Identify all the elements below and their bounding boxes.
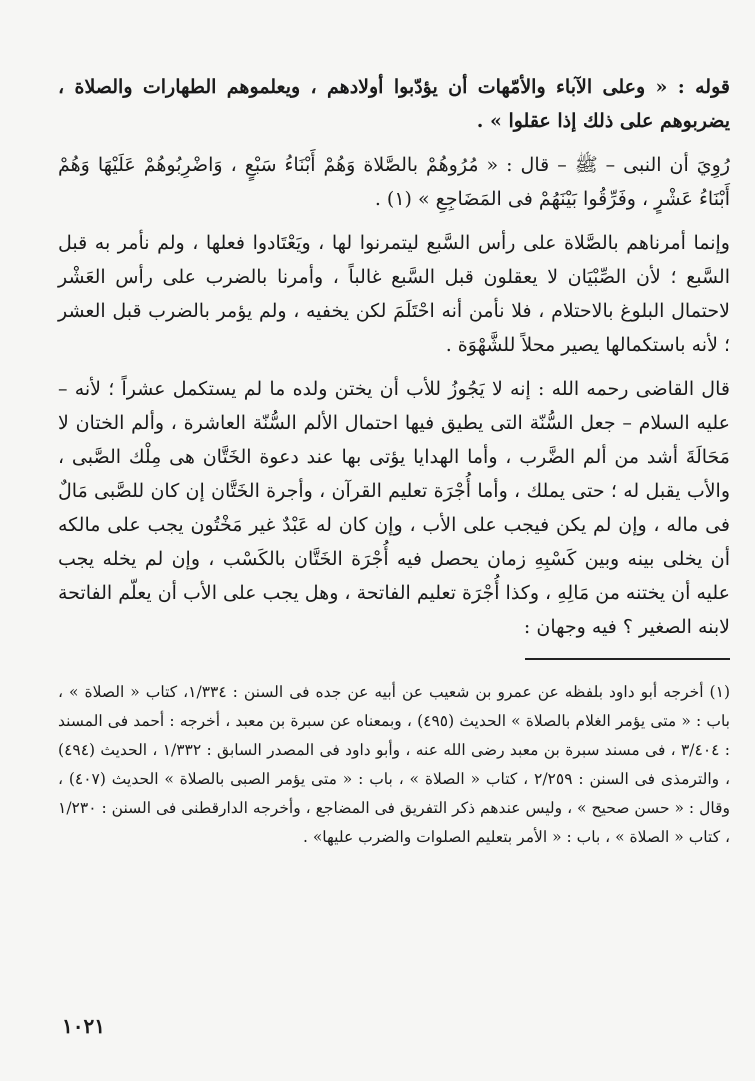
page-number: ١٠٢١ <box>62 1014 105 1038</box>
page-content <box>58 70 730 1050</box>
footnote-divider <box>525 658 730 660</box>
footnote: (١) أخرجه أبو داود بلفظه عن عمرو بن شعيب عن أبيه عن جده فى السنن : ١/٣٣٤، كتاب « الصلاة » ، باب : « متى يؤمر الغلام بالصلاة » الحديث (٤٩٥) ، وبمعناه عن سبرة بن معبد ، أخرجه : أحمد فى المسند : ٣/٤٠٤ ، فى مسند سبرة بن معبد رضى الله عنه ، وأبو داود فى المصدر السابق : ١/٣٣٢ ، الحديث (٤٩٤) ، والترمذى فى السنن : ٢/٢٥٩ ، كتاب « الصلاة » ، باب : « متى يؤمر الصبى بالصلاة » الحديث (٤٠٧) ، وقال : « حسن صحيح » ، وليس عندهم ذكر التفريق فى المضاجع ، وأخرجه الدارقطنى فى السنن : ١/٢٣٠ ، كتاب « الصلاة » ، باب : « الأمر بتعليم الصلوات والضرب عليها» . <box>58 683 731 846</box>
footnote-divider-wrap <box>58 658 730 660</box>
paragraph-qadi: قال القاضى رحمه الله : إنه لا يَجُوزُ للأب أن يختن ولده ما لم يستكمل عشراً ؛ لأنه – عليه السلام – جعل السُّنّة التى يطيق فيها احتمال الألم السُّنّة العاشرة ، وألم الختان لا مَحَالَةَ أشد من ألم الضَّرب ، وأما الهدايا يؤتى بها عند دعوة الخَتَّان هى مِلْك الصَّبى ، والأب يقبل له ؛ حتى يملك ، وأما أُجْرَة تعليم القرآن ، وأجرة الخَتَّان إن كان للصَّبى مَالٌ فى ماله ، وإن لم يكن فيجب على الأب ، وإن كان له عَبْدٌ غير مَخْتُون يجب على مالكه أن يخلى بينه وبين كَسْبِهِ زمان يحصل فيه أُجْرَة الخَتَّان بالكَسْب ، وإن لم يخله يجب عليه أن يختنه من مَالِهِ ، وكذا أُجْرَة تعليم الفاتحة ، وهل يجب على الأب أن يعلّم الفاتحة لابنه الصغير ؟ فيه وجهان : <box>58 378 730 638</box>
paragraph-quote: قوله : « وعلى الآباء والأمّهات أن يؤدّبوا أولادهم ، ويعلموهم الطهارات والصلاة ، يضربوهم على ذلك إذا عقلوا » . <box>58 76 730 132</box>
paragraph-hadith: رُوِيَ أن النبى – ﷺ – قال : « مُرُوهُمْ بالصَّلاة وَهُمْ أَبْنَاءُ سَبْعٍ ، وَاضْرِبُوهُمْ عَلَيْهَا وَهُمْ أَبْنَاءُ عَشْرٍ ، وفَرِّقُوا بَيْنَهُمْ فى المَضَاجِعِ » (١) . <box>58 154 730 210</box>
paragraph-explanation: وإنما أمرناهم بالصَّلاة على رأس السَّبع ليتمرنوا لها ، ويَعْتَادوا فعلها ، ولم نأمر به قبل السَّبع ؛ لأن الصِّبْيَان لا يعقلون قبل السَّبع غالباً ، وأمرنا بالضرب على رأس العَشْر لاحتمال البلوغ بالاحتلام ، فلا نأمن أنه احْتَلَمَ لكن يخفيه ، ولم يؤمر بالضرب قبل العشر ؛ لأنه باستكمالها يصير محلاً للشَّهْوَة . <box>58 232 730 356</box>
